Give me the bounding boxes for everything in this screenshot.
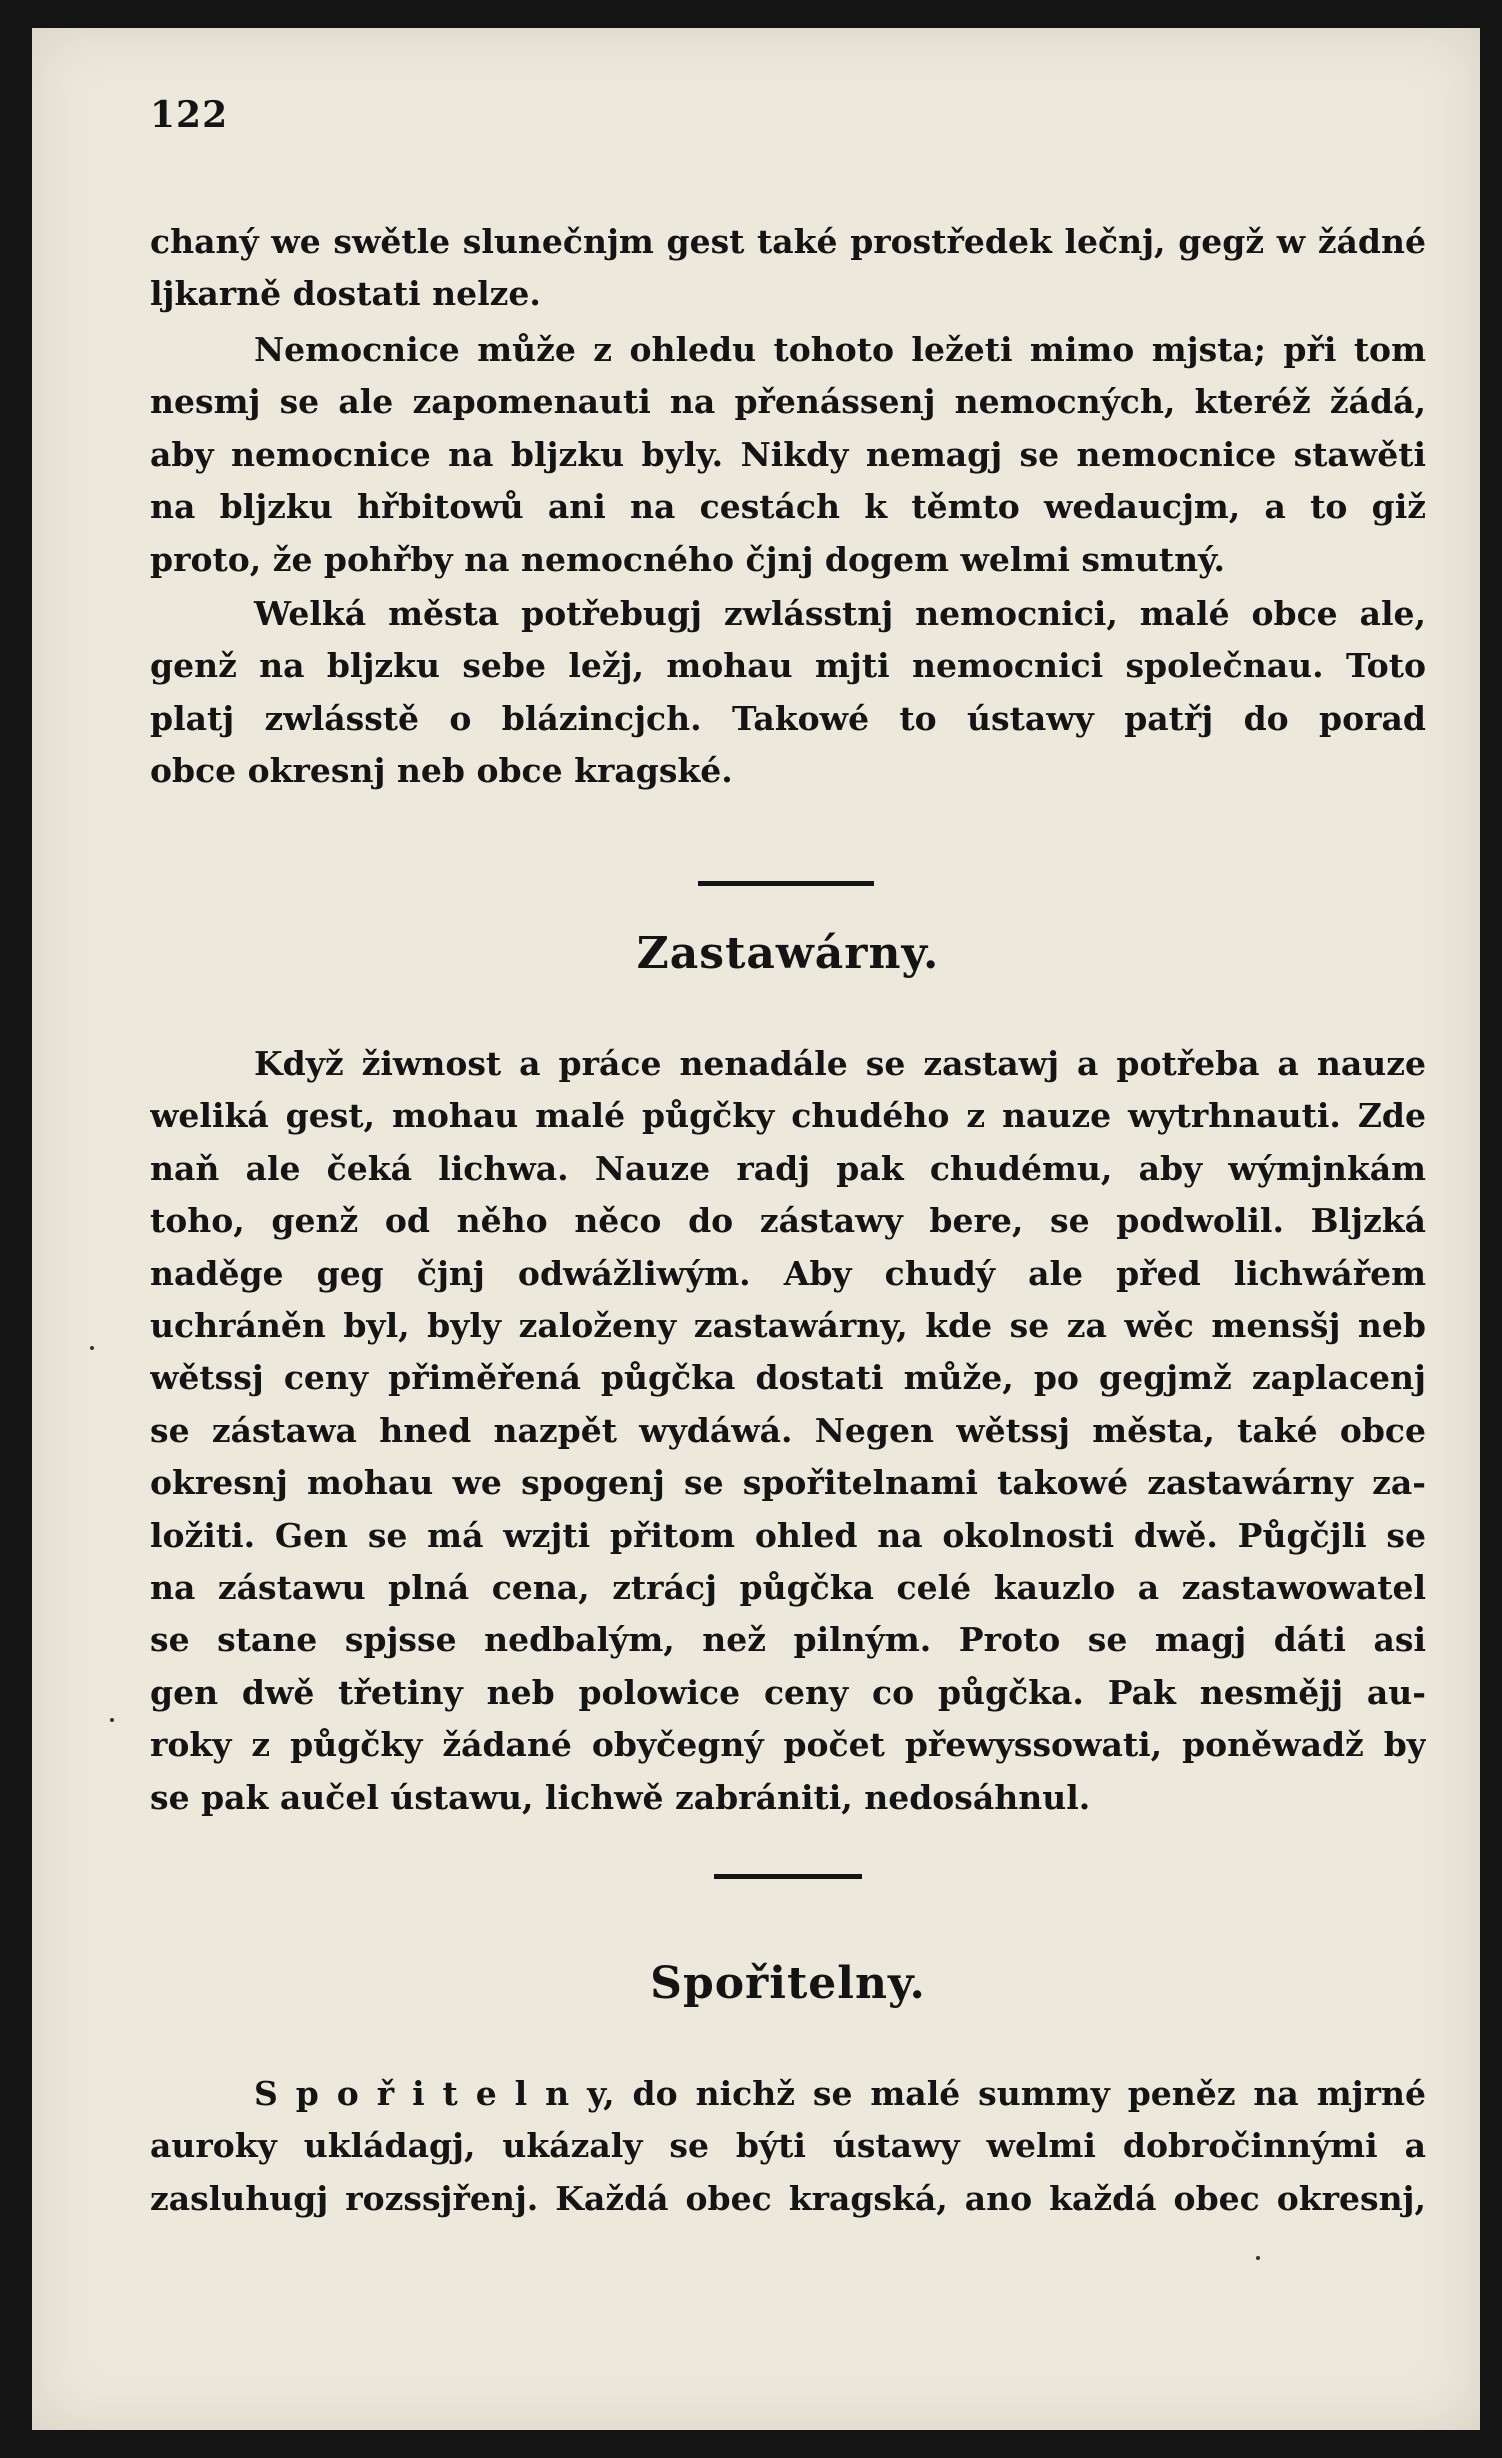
text-line: na zástawu plná cena, ztrácj půgčka celé kauzlo a zastawowatel (150, 1568, 1426, 1608)
paragraph-continuation (150, 216, 1426, 321)
scan-speck (1256, 2256, 1260, 2260)
text-line: ljkarně dostati nelze. (150, 274, 541, 314)
text-line: aby nemocnice na bljzku byly. Nikdy nemagj se nemocnice stawěti (150, 434, 1426, 474)
text-line-content: Welká města potřebugj zwlásstnj nemocnici, malé obce ale, (254, 594, 1426, 633)
section-divider (714, 1874, 862, 1879)
text-line-content: Nemocnice může z ohledu tohoto ležeti mimo mjsta; při tom (254, 330, 1426, 369)
text-line: roky z půgčky žádané obyčegný počet přewyssowati, poněwadž by (150, 1725, 1426, 1765)
text-line: se stane spjsse nedbalým, než pilným. Proto se magj dáti asi (150, 1620, 1426, 1660)
paragraph-savings-banks (150, 2068, 1426, 2225)
text-line: platj zwlásstě o blázincjch. Takowé to ústawy patřj do porad (150, 698, 1426, 738)
text-line: zasluhugj rozssjřenj. Každá obec kragská, ano každá obec okresnj, (150, 2178, 1426, 2218)
text-line: se pak aučel ústawu, lichwě zabrániti, nedosáhnul. (150, 1777, 1091, 1817)
text-line-content: Když žiwnost a práce nenadále se zastawj a potřeba a nauze (254, 1044, 1426, 1083)
text-line: proto, že pohřby na nemocného čjnj dogem welmi smutný. (150, 539, 1225, 579)
paragraph-pawnshops (150, 1038, 1426, 1824)
text-line: okresnj mohau we spogenj se spořitelnami takowé zastawárny za- (150, 1463, 1426, 1503)
paragraph-hospital-location (150, 324, 1426, 586)
text-line: wětssj ceny přiměřená půgčka dostati může, po gegjmž zaplacenj (150, 1358, 1426, 1398)
text-line: weliká gest, mohau malé půgčky chudého z nauze wytrhnauti. Zde (150, 1096, 1426, 1136)
section-heading-sporitelny: Spořitelny. (650, 1958, 926, 2009)
text-line (150, 324, 1426, 376)
text-line: chaný we swětle slunečnjm gest také prostředek lečnj, gegž w žádné (150, 222, 1426, 261)
text-line: auroky ukládagj, ukázaly se býti ústawy welmi dobročinnými a (150, 2126, 1426, 2166)
text-line: gen dwě třetiny neb polowice ceny co půgčka. Pak nesmějj au- (150, 1672, 1426, 1712)
text-line (150, 1038, 1426, 1090)
scan-speck (90, 1346, 94, 1350)
text-line: genž na bljzku sebe ležj, mohau mjti nemocnici společnau. Toto (150, 646, 1426, 686)
text-line (150, 2068, 1426, 2120)
text-line: na bljzku hřbitowů ani na cestách k těmto wedaucjm, a to giž (150, 487, 1426, 527)
section-heading-zastawarny: Zastawárny. (636, 928, 940, 979)
text-line: se zástawa hned nazpět wydáwá. Negen wětssj města, také obce (150, 1410, 1426, 1450)
text-line: nesmj se ale zapomenauti na přenássenj nemocných, kteréž žádá, (150, 382, 1426, 422)
book-page (32, 28, 1480, 2430)
page-number: 122 (150, 94, 229, 136)
paragraph-city-hospitals (150, 588, 1426, 798)
scan-speck (110, 1718, 114, 1722)
text-line-content: S p o ř i t e l n y, do nichž se malé summy peněz na mjrné (254, 2074, 1426, 2113)
text-line (150, 588, 1426, 640)
text-line: naň ale čeká lichwa. Nauze radj pak chudému, aby wýmjnkám (150, 1148, 1426, 1188)
text-line: ložiti. Gen se má wzjti přitom ohled na okolnosti dwě. Půgčjli se (150, 1515, 1426, 1555)
text-line: toho, genž od něho něco do zástawy bere, se podwolil. Bljzká (150, 1201, 1426, 1241)
text-line: uchráněn byl, byly založeny zastawárny, kde se za wěc mensšj neb (150, 1306, 1426, 1346)
text-line: naděge geg čjnj odwážliwým. Aby chudý ale před lichwářem (150, 1253, 1426, 1293)
section-divider (698, 881, 874, 886)
text-line: obce okresnj neb obce kragské. (150, 751, 733, 791)
